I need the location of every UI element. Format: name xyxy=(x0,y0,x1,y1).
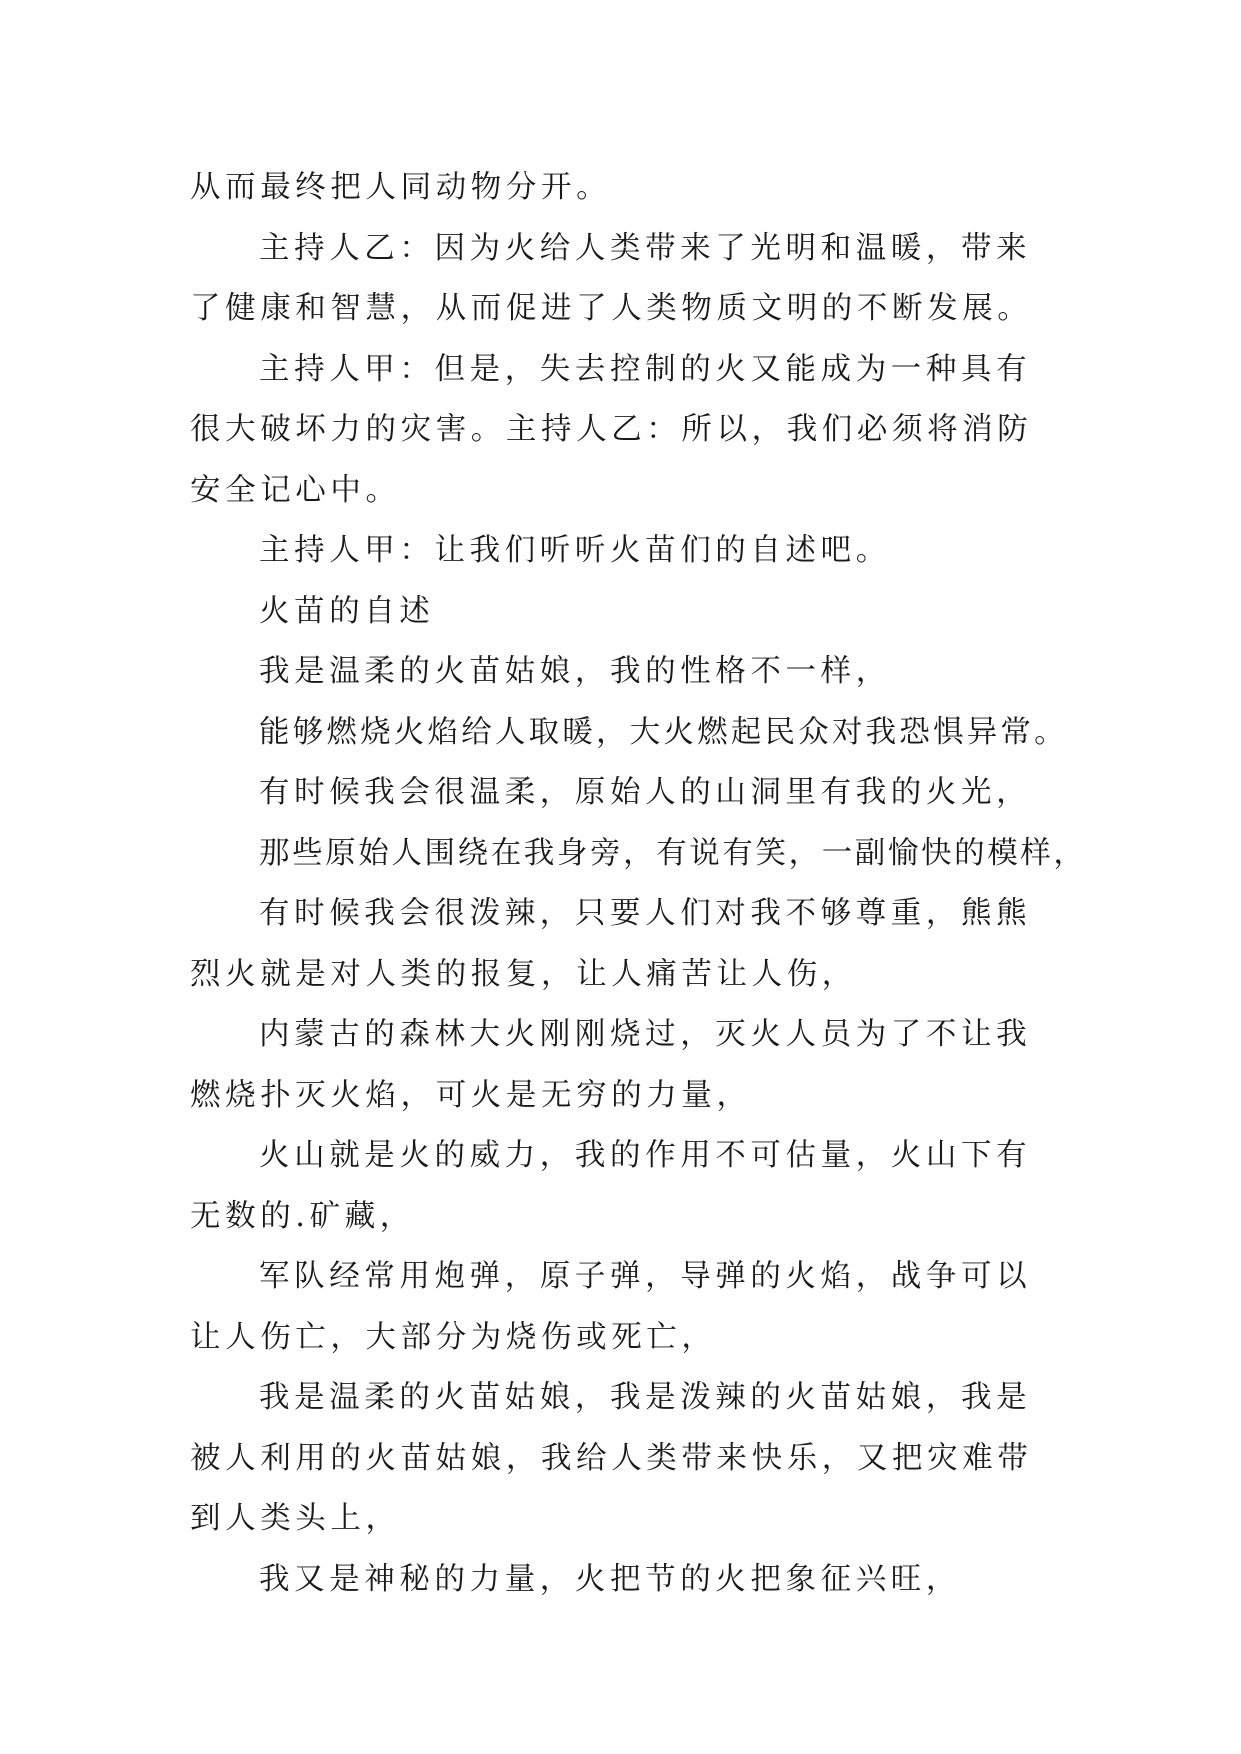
section-heading: 火苗的自述 xyxy=(259,593,435,629)
paragraph: 有时候我会很温柔，原始人的山洞里有我的火光， xyxy=(259,775,1032,810)
paragraph: 我是温柔的火苗姑娘，我的性格不一样， xyxy=(259,654,891,689)
paragraph: 主持人甲：让我们听听火苗们的自述吧。 xyxy=(259,533,891,568)
paragraph: 内蒙古的森林大火刚刚烧过，灭火人员为了不让我燃烧扑灭火焰，可火是无穷的力量， xyxy=(190,1017,1032,1113)
document-body xyxy=(190,158,1087,1610)
paragraph: 火山就是火的威力，我的作用不可估量，火山下有无数的.矿藏， xyxy=(190,1138,1032,1234)
paragraph: 有时候我会很泼辣，只要人们对我不够尊重，熊熊烈火就是对人类的报复，让人痛苦让人伤， xyxy=(190,896,1032,992)
paragraph: 主持人甲：但是，失去控制的火又能成为一种具有很大破坏力的灾害。主持人乙：所以，我们必须将消防安全记心中。 xyxy=(190,351,1033,508)
paragraph: 军队经常用炮弹，原子弹，导弹的火焰，战争可以让人伤亡，大部分为烧伤或死亡， xyxy=(190,1259,1032,1355)
paragraph: 我又是神秘的力量，火把节的火把象征兴旺， xyxy=(259,1561,961,1597)
paragraph: 我是温柔的火苗姑娘，我是泼辣的火苗姑娘，我是被人利用的火苗姑娘，我给人类带来快乐，又把灾难带到人类头上， xyxy=(190,1380,1033,1536)
paragraph: 能够燃烧火焰给人取暖，大火燃起民众对我恐惧异常。 xyxy=(259,714,1068,750)
paragraph: 主持人乙：因为火给人类带来了光明和温暖，带来了健康和智慧，从而促进了人类物质文明的不断发展。 xyxy=(190,230,1033,326)
paragraph: 那些原始人围绕在我身旁，有说有笑，一副愉快的模样， xyxy=(259,835,1087,871)
paragraph: 从而最终把人同动物分开。 xyxy=(190,170,612,205)
